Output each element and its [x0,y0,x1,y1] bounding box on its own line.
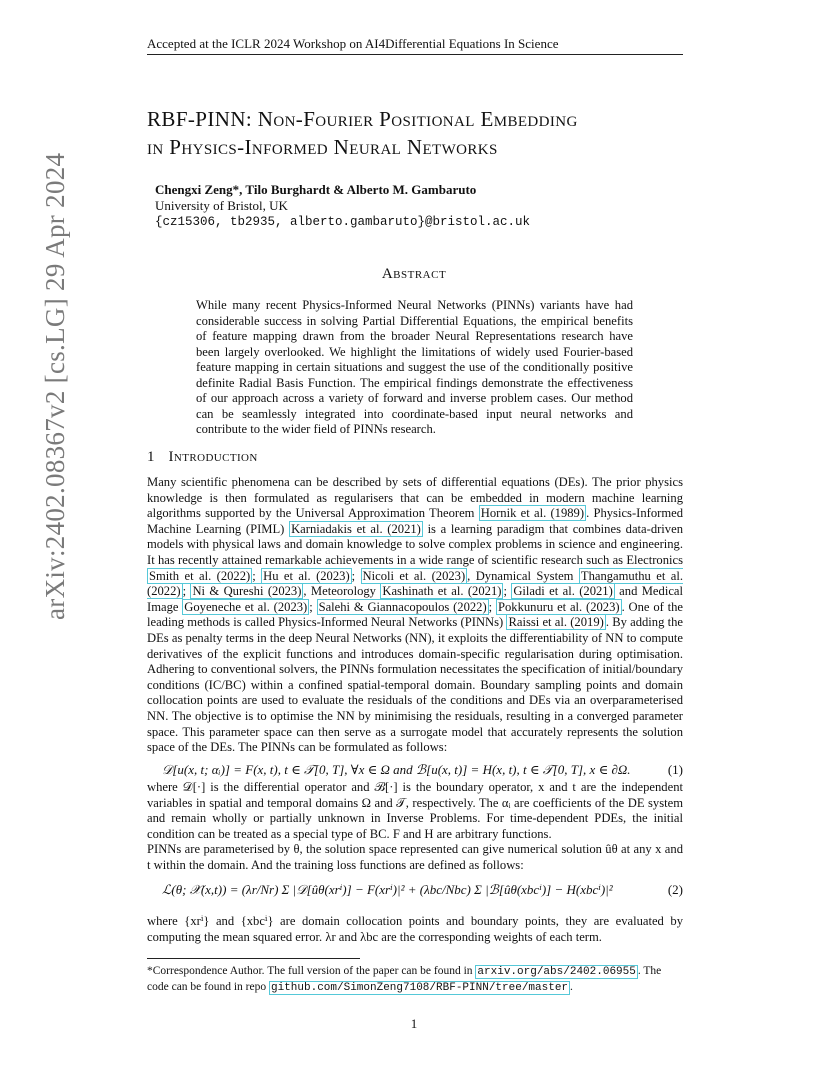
paper-title [147,105,687,161]
affiliation: University of Bristol, UK [155,198,288,213]
equation-2-number: (2) [667,882,683,897]
abstract-text: While many recent Physics-Informed Neural Networks (PINNs) variants have had considerable success in solving Partial Differential Equations, the empirical benefits of feature mapping drawn from the broader Neural Representations research have been largely overlooked. We highlight the limitations of widely used Fourier-based feature mapping in certain situations and suggest the use of the conditionally positive definite Radial Basis Function. The empirical findings demonstrate the effectiveness of our approach across a variety of forward and inverse problem cases. Our method can be seamlessly integrated into coordinate-based input neural networks and contribute to the wider field of PINNs research. [196,298,633,436]
citation-link[interactable]: Smith et al. (2022) [149,568,251,583]
title-line-1: RBF-PINN: Non-Fourier Positional Embedding [147,107,578,131]
text-run: ; [182,584,191,599]
intro-paragraph-1 [147,475,683,756]
citation-link[interactable]: Kashinath et al. (2021) [382,584,502,599]
abstract-heading: Abstract [381,266,447,282]
citation-link[interactable]: Nicoli et al. (2023) [362,568,466,583]
arxiv-stamp [40,152,70,620]
author-block [155,182,530,230]
text-run: ; [309,599,317,614]
citation-link[interactable]: Raissi et al. (2019) [508,615,604,630]
author-emails: {cz15306, tb2935, alberto.gambaruto}@bristol.ac.uk [155,215,531,229]
text-run: . One of the leading methods is called Physics-Informed Neural Networks (PINNs) [147,599,683,630]
equation-2 [162,882,683,898]
citation-link[interactable]: Giladi et al. (2021) [513,584,613,599]
section-number: 1 [147,449,155,465]
arxiv-id: arXiv:2402.08367v2 [cs.LG] 29 Apr 2024 [40,152,70,620]
running-header: Accepted at the ICLR 2024 Workshop on AI4Differential Equations In Science [147,36,559,51]
text-run: ; [503,584,512,599]
text-run: . Physics-Informed Machine Learning (PIML) [147,506,684,536]
equation-1-body: 𝒟[u(x, t; αᵢ)] = F(x, t), t ∈ 𝒯[0, T], ∀x ∈ Ω and ℬ[u(x, t)] = H(x, t), t ∈ 𝒯[0, T], x ∈ ∂Ω. [162,762,631,777]
text-run: . The code can be found in repo [147,965,662,993]
text-run: , Dynamical System [467,568,579,583]
text-run: ; [252,568,262,583]
text-run: . [570,980,573,993]
citation-link[interactable]: Salehi & Giannacopoulos (2022) [318,599,487,614]
title-line-2: in Physics-Informed Neural Networks [147,135,498,159]
citation-link[interactable]: Goyeneche et al. (2023) [184,599,308,614]
footnote-rule [147,958,360,959]
arxiv-link[interactable]: arxiv.org/abs/2402.06955 [477,966,636,978]
section-title: Introduction [168,449,258,465]
author-names: Chengxi Zeng*, Tilo Burghardt & Alberto M. Gambaruto [155,182,477,197]
citation-link[interactable]: Hu et al. (2023) [263,568,350,583]
page-number: 1 [410,1016,418,1031]
citation-link[interactable]: Hornik et al. (1989) [480,506,585,521]
equation-2-body: ℒ(θ; 𝒳(x,t)) = (λr/Nr) Σ |𝒟[ûθ(xrⁱ)] − F(xrⁱ)|² + (λbc/Nbc) Σ |ℬ[ûθ(xbcⁱ)] − H(xbcⁱ)|² [162,882,613,897]
equation-1-number: (1) [667,762,683,777]
footnote [147,964,683,995]
text-run: *Correspondence Author. The full version of the paper can be found in [147,965,476,977]
text-run: ; [488,599,496,614]
intro-paragraph-3: PINNs are parameterised by θ, the solution space represented can give numerical solution ûθ at any x and t within the domain. And the training loss functions are defined as follows: [147,842,683,872]
citation-link[interactable]: Thangamuthu et al. (2022) [147,568,683,599]
text-run: , Meteorology [303,584,381,599]
citation-link[interactable]: Ni & Qureshi (2023) [192,584,302,599]
header-rule [147,54,683,55]
section-heading [147,449,258,466]
text-run: ; [351,568,361,583]
github-link[interactable]: github.com/SimonZeng7108/RBF-PINN/tree/master [270,981,569,994]
text-run: and Medical Image [147,584,683,614]
citation-link[interactable]: Pokkunuru et al. (2023) [497,599,620,614]
equation-1 [162,762,683,778]
intro-paragraph-2: where 𝒟[·] is the differential operator and ℬ[·] is the boundary operator, x and t are the independent variables in spatial and temporal domains Ω and 𝒯, respectively. The αᵢ are coefficients of the DE system and remain wholly or partially unknown in Inverse Problems. For time-dependent PDEs, the initial condition can be treated as a special type of BC. F and H are arbitrary functions. [147,780,683,841]
text-run: is a learning paradigm that combines data-driven models with physical laws and domain knowledge to solve complex problems in science and engineering. It has recently attained remarkable achievements in a wide range of scientific research such as Electronics [147,521,683,567]
text-run: Many scientific phenomena can be described by sets of differential equations (DEs). The prior physics knowledge is then formulated as regularisers that can be embedded in modern machine learning algorithms supported by the Universal Approximation Theorem [147,475,683,521]
intro-paragraph-4: where {xrⁱ} and {xbcⁱ} are domain collocation points and boundary points, they are evaluated by computing the mean squared error. λr and λbc are the corresponding weights of each term. [147,914,683,944]
citation-link[interactable]: Karniadakis et al. (2021) [291,521,421,536]
text-run: . By adding the DEs as penalty terms in the deep Neural Networks (NN), it exploits the differentiability of NN to compute derivatives of the explicit functions and introduces domain-specific regularisation during optimisation. Adhering to conventional solvers, the PINNs formulation necessitates the specification of initial/boundary conditions (IC/BC) within a confined spatial-temporal domain. Boundary sampling points and domain collocation points are used to evaluate the residuals of the conditions and DEs via an overparameterised NN. The objective is to optimise the NN by minimising the residuals, resulting in a converged parameter space. This parameter space can then serve as a surrogate model that accurately represents the solution space of the DEs. The PINNs can be formulated as follows: [147,615,684,755]
